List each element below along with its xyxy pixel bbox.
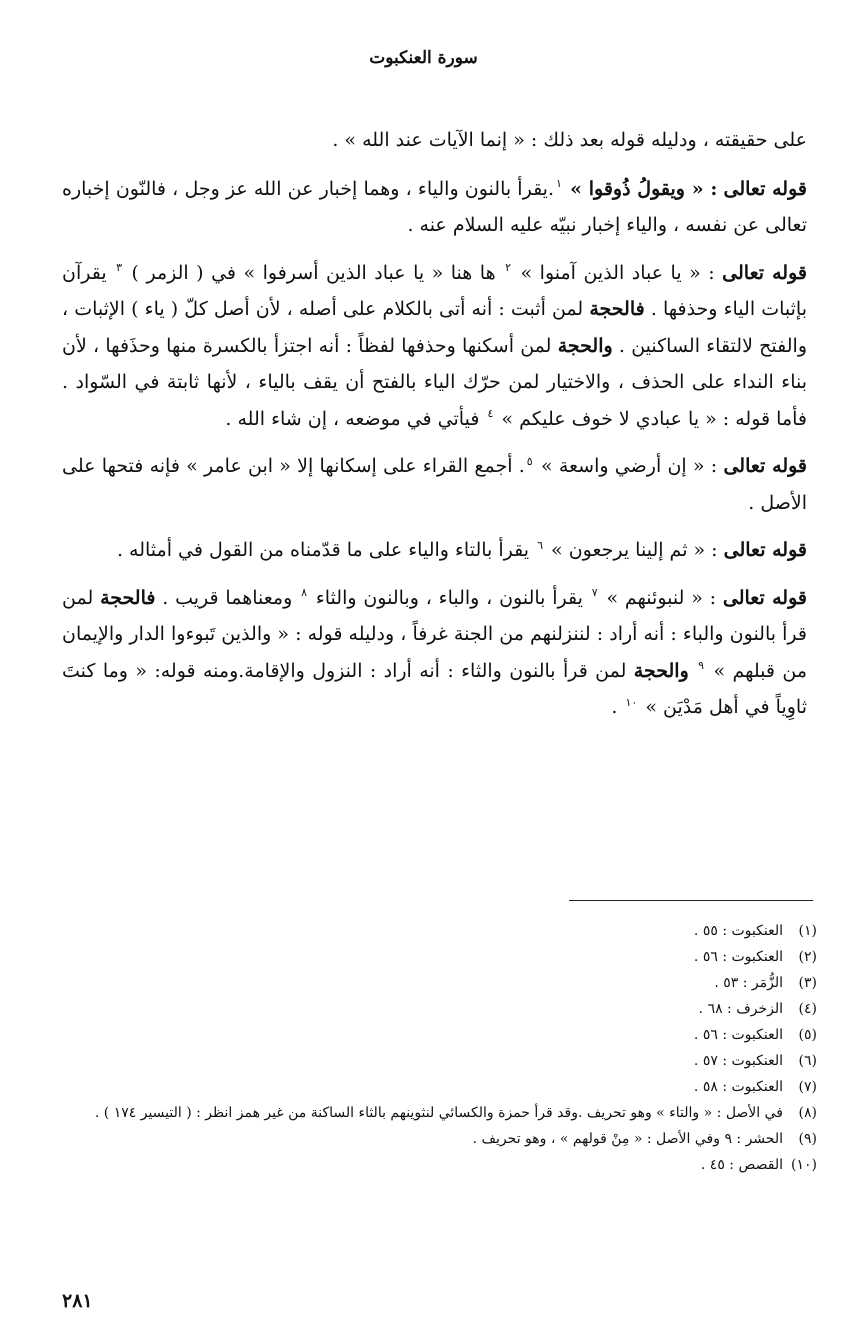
footnote-item bbox=[72, 970, 817, 996]
footnote-text: العنكبوت : ٥٨ . bbox=[693, 1079, 783, 1095]
footnote-number: (٦) bbox=[798, 1053, 817, 1069]
verse-lead: قوله تعالى bbox=[723, 177, 807, 200]
paragraph-text: يقرآن بإثبات الياء وحذفها . bbox=[62, 261, 807, 320]
paragraph-5 bbox=[62, 532, 807, 569]
paragraph-text: لمن أثبت : أنه أتى بالكلام على أصله ، لأن أصل كلّ ( ياء ) الإثبات ، والفتح لالتقاء الساكنين . bbox=[62, 298, 808, 357]
paragraph-text: ها هنا « يا عباد الذين أسرفوا » في ( الزمر ) bbox=[131, 261, 496, 284]
footnote-number: (٩) bbox=[798, 1131, 817, 1147]
paragraph-text: فيأتي في موضعه ، إن شاء الله . bbox=[225, 407, 480, 430]
verse-quote: : « يا عباد الذين آمنوا » bbox=[520, 261, 715, 284]
footnote-text: الحشر : ٩ وفي الأصل : « مِنْ قولهم » ، وهو تحريف . bbox=[472, 1131, 783, 1147]
paragraph-text: . bbox=[611, 696, 618, 718]
footnote-text: العنكبوت : ٥٥ . bbox=[693, 923, 783, 939]
footnote-number: (١٠) bbox=[791, 1157, 817, 1173]
footnote-ref[interactable]: ٤ bbox=[487, 407, 494, 421]
verse-quote: : « إن أرضي واسعة » bbox=[540, 455, 718, 477]
footnote-ref[interactable]: ٦ bbox=[537, 538, 543, 552]
footnote-item bbox=[72, 1074, 817, 1100]
paragraph-text: يقرأ بالتاء والياء على ما قدّمناه من القول في أمثاله . bbox=[116, 539, 530, 561]
paragraph-6 bbox=[62, 580, 807, 726]
footnote-ref[interactable]: ٣ bbox=[116, 261, 123, 275]
footnote-ref[interactable]: ٧ bbox=[591, 586, 598, 600]
argument-label: والحجة bbox=[557, 334, 613, 357]
paragraph-text: يقرأ بالنون ، والباء ، وبالنون والثاء bbox=[315, 586, 583, 609]
footnote-number: (٢) bbox=[798, 949, 817, 965]
paragraph-text: لمن قرأ بالنون والثاء : أنه أراد : النزول والإقامة.ومنه قوله: « وما كنتَ ثاوِياً في أهل مَدْيَن » bbox=[62, 659, 807, 718]
verse-lead: قوله تعالى bbox=[722, 261, 807, 284]
argument-label: والحجة bbox=[633, 659, 689, 682]
footnote-item bbox=[72, 1152, 817, 1178]
footnote-number: (٧) bbox=[798, 1079, 817, 1095]
paragraph-text: على حقيقته ، ودليله قوله بعد ذلك : « إنما الآيات عند الله » . bbox=[332, 129, 807, 151]
footnote-text: العنكبوت : ٥٧ . bbox=[693, 1053, 783, 1069]
paragraph-4 bbox=[62, 448, 807, 521]
footnote-item bbox=[72, 918, 817, 944]
footnote-item bbox=[72, 1048, 817, 1074]
footnote-ref[interactable]: ٨ bbox=[301, 586, 308, 600]
footnote-text: الزُّمَر : ٥٣ . bbox=[714, 975, 783, 991]
verse-quote: : « ويقولُ ذُوقوا » bbox=[570, 177, 718, 200]
footnote-item bbox=[72, 996, 817, 1022]
footnote-ref[interactable]: ٩ bbox=[698, 659, 705, 673]
paragraph-1 bbox=[62, 122, 807, 159]
verse-quote: : « ثم إلينا يرجعون » bbox=[551, 539, 718, 561]
footnote-divider bbox=[569, 900, 813, 901]
paragraph-text: لمن أسكنها وحذفها لفظاً : أنه اجتزأ بالكسرة منها وحذَفها ، لأن بناء النداء على الحذف ، والاختيار لمن حرّك الياء بالفتح أن يقف بالياء ، لأنها ثابتة في السّواد . فأما قوله : « يا عبادي لا خوف عليكم » bbox=[62, 334, 807, 430]
footnote-number: (٥) bbox=[798, 1027, 817, 1043]
footnote-text: القصص : ٤٥ . bbox=[700, 1157, 783, 1173]
footnote-ref[interactable]: ١ bbox=[556, 177, 562, 191]
verse-lead: قوله تعالى bbox=[722, 586, 807, 609]
verse-lead: قوله تعالى bbox=[723, 455, 808, 477]
paragraph-text: لمن قرأ بالنون والباء : أنه أراد : لننزلنهم من الجنة غرفاً ، ودليله قوله : « والذين تَبوءوا الدار والإيمان من قبلهم » bbox=[62, 586, 808, 682]
footnote-item bbox=[72, 1100, 817, 1126]
paragraph-text: . أجمع القراء على إسكانها إلا « ابن عامر » فإنه فتحها على الأصل . bbox=[62, 455, 807, 514]
footnotes bbox=[72, 918, 817, 1178]
paragraph-3 bbox=[62, 255, 807, 438]
footnote-number: (٨) bbox=[798, 1105, 817, 1121]
footnote-item bbox=[72, 944, 817, 970]
footnote-ref[interactable]: ٥ bbox=[526, 454, 533, 468]
paragraph-text: ومعناهما قريب . bbox=[162, 586, 293, 609]
argument-label: فالحجة bbox=[589, 298, 645, 320]
footnote-item bbox=[72, 1126, 817, 1152]
footnote-ref[interactable]: ٢ bbox=[505, 261, 512, 275]
footnote-number: (١) bbox=[798, 923, 817, 939]
argument-label: فالحجة bbox=[100, 586, 156, 609]
page-number: ٢٨١ bbox=[62, 1290, 93, 1312]
verse-lead: قوله تعالى bbox=[723, 539, 807, 561]
paragraph-text: .يقرأ بالنون والياء ، وهما إخبار عن الله عز وجل ، فالنّون إخباره تعالى عن نفسه ، والياء إخبار نبيّه عليه السلام عنه . bbox=[62, 177, 807, 236]
footnote-number: (٤) bbox=[798, 1001, 817, 1017]
footnote-item bbox=[72, 1022, 817, 1048]
verse-quote: : « لنبوئنهم » bbox=[606, 586, 717, 609]
page-header-title: سورة العنكبوت bbox=[369, 48, 478, 68]
footnote-text: الزخرف : ٦٨ . bbox=[698, 1001, 783, 1017]
footnote-text: العنكبوت : ٥٦ . bbox=[693, 949, 783, 965]
main-text bbox=[62, 122, 807, 737]
paragraph-2 bbox=[62, 171, 807, 244]
footnote-number: (٣) bbox=[798, 975, 817, 991]
footnote-ref[interactable]: ١٠ bbox=[625, 695, 638, 709]
footnote-text: في الأصل : « والتاء » وهو تحريف .وقد قرأ حمزة والكسائي لنثوينهم بالثاء الساكنة من غير همز انظر : ( التيسير ١٧٤ ) . bbox=[94, 1105, 783, 1121]
footnote-text: العنكبوت : ٥٦ . bbox=[693, 1027, 783, 1043]
